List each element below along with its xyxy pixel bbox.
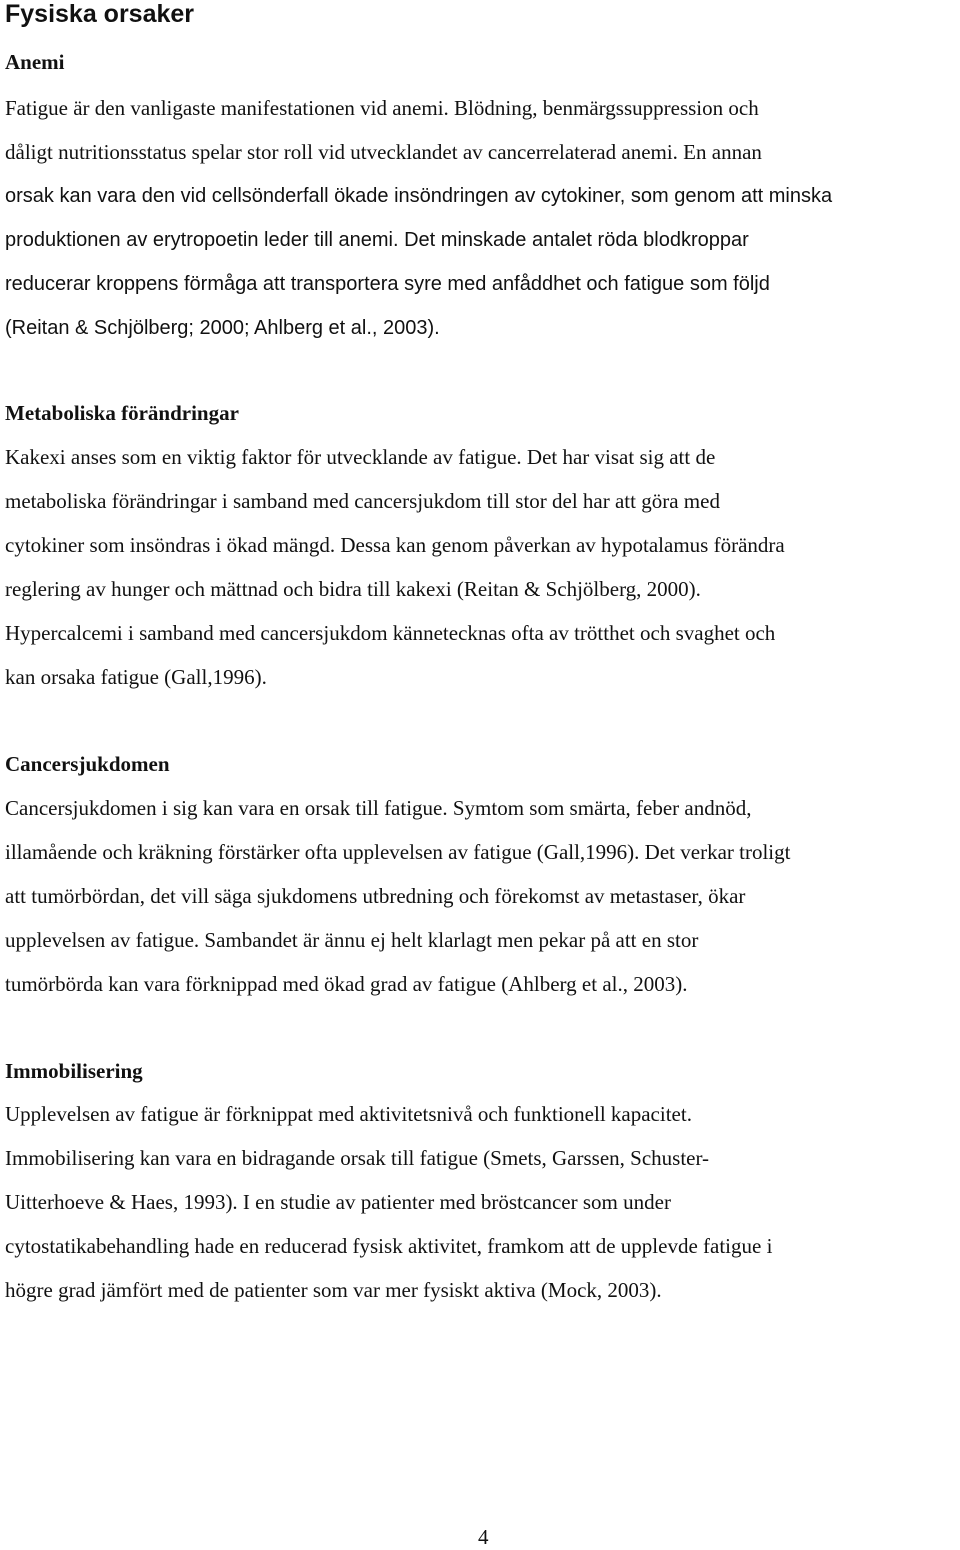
text-line: Uitterhoeve & Haes, 1993). I en studie av patienter med bröstcancer som under <box>5 1190 671 1214</box>
text-line: dåligt nutritionsstatus spelar stor roll vid utvecklandet av cancerrelaterad anemi. En annan <box>5 140 762 164</box>
section-heading-metaboliska: Metaboliska förändringar <box>5 401 239 425</box>
text-line: illamående och kräkning förstärker ofta upplevelsen av fatigue (Gall,1996). Det verkar troligt <box>5 840 791 864</box>
page-title: Fysiska orsaker <box>5 0 195 28</box>
text-line: tumörbörda kan vara förknippad med ökad grad av fatigue (Ahlberg et al., 2003). <box>5 972 688 996</box>
document-page <box>5 0 955 1550</box>
text-line: Hypercalcemi i samband med cancersjukdom kännetecknas ofta av trötthet och svaghet och <box>5 621 776 645</box>
section-body-cancersjukdomen <box>5 786 955 1006</box>
section-heading-immobilisering: Immobilisering <box>5 1059 143 1083</box>
text-line: Cancersjukdomen i sig kan vara en orsak till fatigue. Symtom som smärta, feber andnöd, <box>5 796 752 820</box>
section-heading-cancersjukdomen: Cancersjukdomen <box>5 752 170 776</box>
text-line: metaboliska förändringar i samband med cancersjukdom till stor del har att göra med <box>5 489 720 513</box>
text-line: reducerar kroppens förmåga att transportera syre med anfåddhet och fatigue som följd <box>5 273 770 295</box>
section-body-immobilisering <box>5 1092 955 1312</box>
text-line: att tumörbördan, det vill säga sjukdomens utbredning och förekomst av metastaser, ökar <box>5 884 746 908</box>
text-line: (Reitan & Schjölberg; 2000; Ahlberg et al., 2003). <box>5 317 440 339</box>
text-line: kan orsaka fatigue (Gall,1996). <box>5 665 267 689</box>
text-line: upplevelsen av fatigue. Sambandet är ännu ej helt klarlagt men pekar på att en stor <box>5 928 699 952</box>
text-line: Immobilisering kan vara en bidragande orsak till fatigue (Smets, Garssen, Schuster- <box>5 1146 710 1170</box>
text-line: högre grad jämfört med de patienter som var mer fysiskt aktiva (Mock, 2003). <box>5 1278 662 1302</box>
section-heading-anemi: Anemi <box>5 50 65 74</box>
page-number: 4 <box>478 1525 489 1549</box>
text-line: cytostatikabehandling hade en reducerad fysisk aktivitet, framkom att de upplevde fatigue i <box>5 1234 773 1258</box>
text-line: produktionen av erytropoetin leder till anemi. Det minskade antalet röda blodkroppar <box>5 229 749 251</box>
text-line: Upplevelsen av fatigue är förknippat med aktivitetsnivå och funktionell kapacitet. <box>5 1102 692 1126</box>
section-body-anemi <box>5 86 955 350</box>
text-line: reglering av hunger och mättnad och bidra till kakexi (Reitan & Schjölberg, 2000). <box>5 577 701 601</box>
text-line: cytokiner som insöndras i ökad mängd. Dessa kan genom påverkan av hypotalamus förändra <box>5 533 785 557</box>
text-line: orsak kan vara den vid cellsönderfall ökade insöndringen av cytokiner, som genom att minska <box>5 185 833 207</box>
text-line: Kakexi anses som en viktig faktor för utvecklande av fatigue. Det har visat sig att de <box>5 445 716 469</box>
text-line: Fatigue är den vanligaste manifestationen vid anemi. Blödning, benmärgssuppression och <box>5 96 759 120</box>
section-body-metaboliska <box>5 435 955 699</box>
